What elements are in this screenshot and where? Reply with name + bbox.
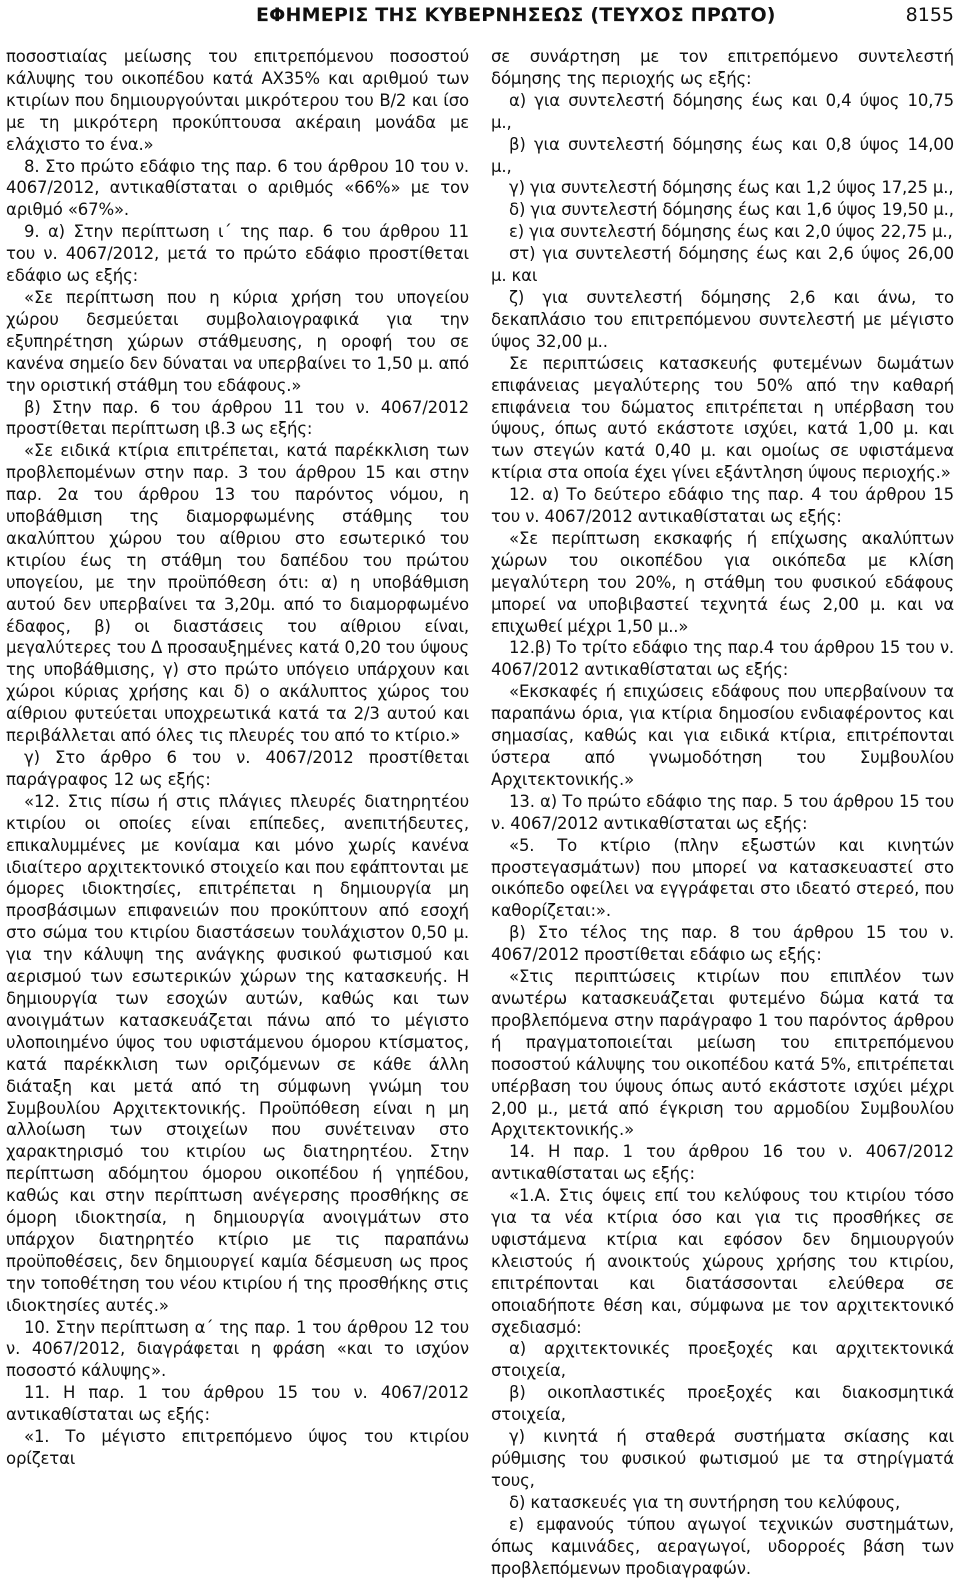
- list-item: β) οικοπλαστικές προεξοχές και διακοσμητικά στοιχεία,: [491, 1383, 954, 1425]
- paragraph: «Εκσκαφές ή επιχώσεις εδάφους που υπερβαίνουν τα παραπάνω όρια, για κτίρια δημοσίου ενδιαφέροντος και σημασίας, καθώς και για ειδικά κτίρια, επιτρέπονται ύστερα από γνωμοδότηση του Συμβουλίου Αρχιτεκτονικής.»: [491, 682, 954, 789]
- list-item: δ) κατασκευές για τη συντήρηση του κελύφους,: [509, 1492, 901, 1512]
- list-item: ε) εμφανούς τύπου αγωγοί τεχνικών συστημάτων, όπως καμινάδες, αεραγωγοί, υδορροές βάση των προβλεπόμενων προδιαγραφών.: [491, 1514, 954, 1578]
- paragraph: «Σε περίπτωση εκσκαφής ή επίχωσης ακαλύπτων χώρων του οικοπέδου για οικόπεδα με κλίση μεγαλύτερη του 20%, η στάθμη του φυσικού εδάφους μπορεί να υποβιβαστεί τεχνητά έως 2,00 μ. και να επιχωθεί μέχρι 1,50 μ..»: [491, 528, 954, 636]
- paragraph: «Στις περιπτώσεις κτιρίων που επιπλέον των ανωτέρω κατασκευάζεται φυτεμένο δώμα κατά τα προβλεπόμενα στην παράγραφο 1 του παρόντος άρθρου ή πραγματοποιείται μείωση του επιτρεπόμενου ποσοστού κάλυψης του οικοπέδου κατά 5%, επιτρέπεται υπέρβαση του ύψους όπως αυτό εκάστοτε ισχύει μέχρι 2,00 μ., μετά από έγκριση του αρμοδίου Συμβουλίου Αρχιτεκτονικής.»: [491, 967, 954, 1140]
- paragraph: «12. Στις πίσω ή στις πλάγιες πλευρές διατηρητέου κτιρίου οι οποίες είναι επίπεδες, ανεπιτήδευτες, επικαλυμμένες με κονίαμα και μόνο χωρίς κανένα ιδιαίτερο αρχιτεκτονικό στοιχείο και που εφάπτονται με όμορες ιδιοκτησίες, επιτρέπεται η δημιουργία μη προσβάσιμων επιφανειών που προκύπτουν από εσοχή στο σώμα του κτιρίου διαστάσεων τουλάχιστον 0,50 μ. για την κάλυψη της ανάγκης φυσικού φωτισμού και αερισμού των εσωτερικών χώρων της κατασκευής. Η δημιουργία των εσοχών αυτών, καθώς και των ανοιγμάτων κατασκευάζεται πάνω από το μέγιστο υλοποιημένο ύψος του υφιστάμενου όμορου κτίσματος, κατά παρέκκλιση των οριζόμενων σε κάθε άλλη διάταξη και μετά από τη σύμφωνη γνώμη του Συμβουλίου Αρχιτεκτονικής. Προϋπόθεση είναι η μη αλλοίωση των στοιχείων που συνέτειναν στο χαρακτηρισμό του κτιρίου ως διατηρητέου. Στην περίπτωση αδόμητου όμορου οικοπέδου ή γηπέδου, καθώς και στην περίπτωση ανέγερσης προσθήκης σε όμορη ιδιοκτησία, η δημιουργία ανοιγμάτων στο υπάρχον διατηρητέο κτίριο με τις παραπάνω προϋποθέσεις, δεν δημιουργεί καμία δέσμευση ως προς την τοποθέτηση του νέου κτιρίου ή της προσθήκης στις ιδιοκτησίες αυτές.»: [6, 791, 469, 1315]
- list-item: α) αρχιτεκτονικές προεξοχές και αρχιτεκτονικά στοιχεία,: [491, 1339, 954, 1381]
- paragraph: Σε περιπτώσεις κατασκευής φυτεμένων δωμάτων επιφάνειας μεγαλύτερης του 50% από την καθαρή επιφάνεια του δώματος επιτρέπεται η υπέρβαση του ύψους, όπως αυτό εκάστοτε ισχύει, κατά 1,00 μ. και των στεγών κατά 0,40 μ. και ομοίως σε υφιστάμενα κτίρια στα οποία έχει γίνει εξάντληση ύψους περιοχής.»: [491, 353, 954, 483]
- paragraph: «Σε περίπτωση που η κύρια χρήση του υπογείου χώρου δεσμεύεται συμβολαιογραφικά για την εξυπηρέτηση χώρων στάθμευσης, η οροφή του σε κανένα σημείο δεν δύναται να υπερβαίνει το 1,50 μ. από την οριστική στάθμη του εδάφους.»: [6, 287, 469, 395]
- paragraph: 12. α) Το δεύτερο εδάφιο της παρ. 4 του άρθρου 15 του ν. 4067/2012 αντικαθίσταται ως εξής:: [491, 485, 954, 527]
- paragraph: σε συνάρτηση με τον επιτρεπόμενο συντελεστή δόμησης της περιοχής ως εξής:: [491, 47, 954, 88]
- paragraph: 8. Στο πρώτο εδάφιο της παρ. 6 του άρθρου 10 του ν. 4067/2012, αντικαθίσταται ο αριθμός «66%» με τον αριθμό «67%».: [6, 156, 469, 220]
- paragraph: 11. Η παρ. 1 του άρθρου 15 του ν. 4067/2012 αντικαθίσταται ως εξής:: [6, 1383, 469, 1425]
- list-item: γ) για συντελεστή δόμησης έως και 1,2 ύψος 17,25 μ.,: [509, 178, 954, 198]
- page-header: [0, 0, 960, 34]
- left-column: [6, 46, 469, 1470]
- paragraph: «1.Α. Στις όψεις επί του κελύφους του κτιρίου τόσο για τα νέα κτίρια όσο και για τις προσθήκες σε υφιστάμενα κτίρια και εφόσον δεν δημιουργούν κλειστούς ή ανοικτούς χώρους χρήσης του κτιρίου, επιτρέπονται και διατάσσονται ελεύθερα σε οποιαδήποτε θέση και, σύμφωνα με τον αρχιτεκτονικό σχεδιασμό:: [491, 1186, 954, 1337]
- paragraph: «1. Το μέγιστο επιτρεπόμενο ύψος του κτιρίου ορίζεται: [6, 1427, 469, 1468]
- list-item: α) για συντελεστή δόμησης έως και 0,4 ύψος 10,75 μ.,: [491, 90, 954, 132]
- paragraph: β) Στο τέλος της παρ. 8 του άρθρου 15 του ν. 4067/2012 προστίθεται εδάφιο ως εξής:: [491, 923, 954, 965]
- right-column: [491, 46, 954, 1579]
- list-item: δ) για συντελεστή δόμησης έως και 1,6 ύψος 19,50 μ.,: [509, 200, 954, 220]
- paragraph: 12.β) Το τρίτο εδάφιο της παρ.4 του άρθρου 15 του ν. 4067/2012 αντικαθίσταται ως εξής:: [491, 638, 954, 680]
- list-item: ε) για συντελεστή δόμησης έως και 2,0 ύψος 22,75 μ.,: [509, 222, 953, 242]
- list-item: γ) κινητά ή σταθερά συστήματα σκίασης και ρύθμισης του φυσικού φωτισμού με τα στηρίγματά τους,: [491, 1427, 954, 1490]
- paragraph: 14. Η παρ. 1 του άρθρου 16 του ν. 4067/2012 αντικαθίσταται ως εξής:: [491, 1142, 954, 1184]
- paragraph: ποσοστιαίας μείωσης του επιτρεπόμενου ποσοστού κάλυψης του οικοπέδου κατά ΑΧ35% και αριθμού των κτιρίων που δημιουργούνται μικρότερου του Β/2 και ίσο με τη μικρότερη προκύπτουσα ακέραιη μονάδα με ελάχιστο το ένα.»: [6, 47, 469, 154]
- paragraph: β) Στην παρ. 6 του άρθρου 11 του ν. 4067/2012 προστίθεται περίπτωση ιβ.3 ως εξής:: [6, 397, 469, 439]
- page-number: 8155: [905, 4, 954, 26]
- paragraph: 10. Στην περίπτωση α΄ της παρ. 1 του άρθρου 12 του ν. 4067/2012, διαγράφεται η φράση «και το ισχύον ποσοστό κάλυψης».: [6, 1317, 469, 1381]
- gazette-title: ΕΦΗΜΕΡΙΣ ΤΗΣ ΚΥΒΕΡΝΗΣΕΩΣ (ΤΕΥΧΟΣ ΠΡΩΤΟ): [256, 4, 776, 26]
- list-item: β) για συντελεστή δόμησης έως και 0,8 ύψος 14,00 μ.,: [491, 134, 954, 176]
- paragraph: γ) Στο άρθρο 6 του ν. 4067/2012 προστίθεται παράγραφος 12 ως εξής:: [6, 748, 469, 789]
- list-item: ζ) για συντελεστή δόμησης 2,6 και άνω, το δεκαπλάσιο του επιτρεπόμενου συντελεστή με μέγιστο ύψος 32,00 μ..: [491, 287, 954, 351]
- list-item: στ) για συντελεστή δόμησης έως και 2,6 ύψος 26,00 μ. και: [491, 244, 954, 286]
- paragraph: «5. Το κτίριο (πλην εξωστών και κινητών προστεγασμάτων) που μπορεί να κατασκευαστεί στο οικόπεδο οφείλει να εγγράφεται στο ιδεατό στερεό, που καθορίζεται:».: [491, 835, 954, 921]
- paragraph: 13. α) Το πρώτο εδάφιο της παρ. 5 του άρθρου 15 του ν. 4067/2012 αντικαθίσταται ως εξής:: [491, 791, 954, 833]
- paragraph: 9. α) Στην περίπτωση ι΄ της παρ. 6 του άρθρου 11 του ν. 4067/2012, μετά το πρώτο εδάφιο προστίθεται εδάφιο ως εξής:: [6, 222, 469, 286]
- paragraph: «Σε ειδικά κτίρια επιτρέπεται, κατά παρέκκλιση των προβλεπομένων στην παρ. 3 του άρθρου 15 και στην παρ. 2α του άρθρου 13 του παρόντος νόμου, η υποβάθμιση της διαμορφωμένης στάθμης του ακαλύπτου χώρου του αίθριου στο εσωτερικό του κτιρίου έως τη στάθμη του δαπέδου του πρώτου υπογείου, με την προϋπόθεση ότι: α) η υποβάθμιση αυτού δεν υπερβαίνει τα 3,20μ. από το διαμορφωμένο έδαφος, β) οι διαστάσεις του αίθριου είναι, μεγαλύτερες του Δ προσαυξημένες κατά 0,20 του ύψους της υποβάθμισης, γ) στο πρώτο υπόγειο υπάρχουν και χώροι κύριας χρήσης και δ) ο ακάλυπτος χώρος του αίθριου φυτεύεται υποχρεωτικά κατά τα 2/3 αυτού και περιβάλλεται από όλες τις πλευρές του από το κτίριο.»: [6, 441, 469, 746]
